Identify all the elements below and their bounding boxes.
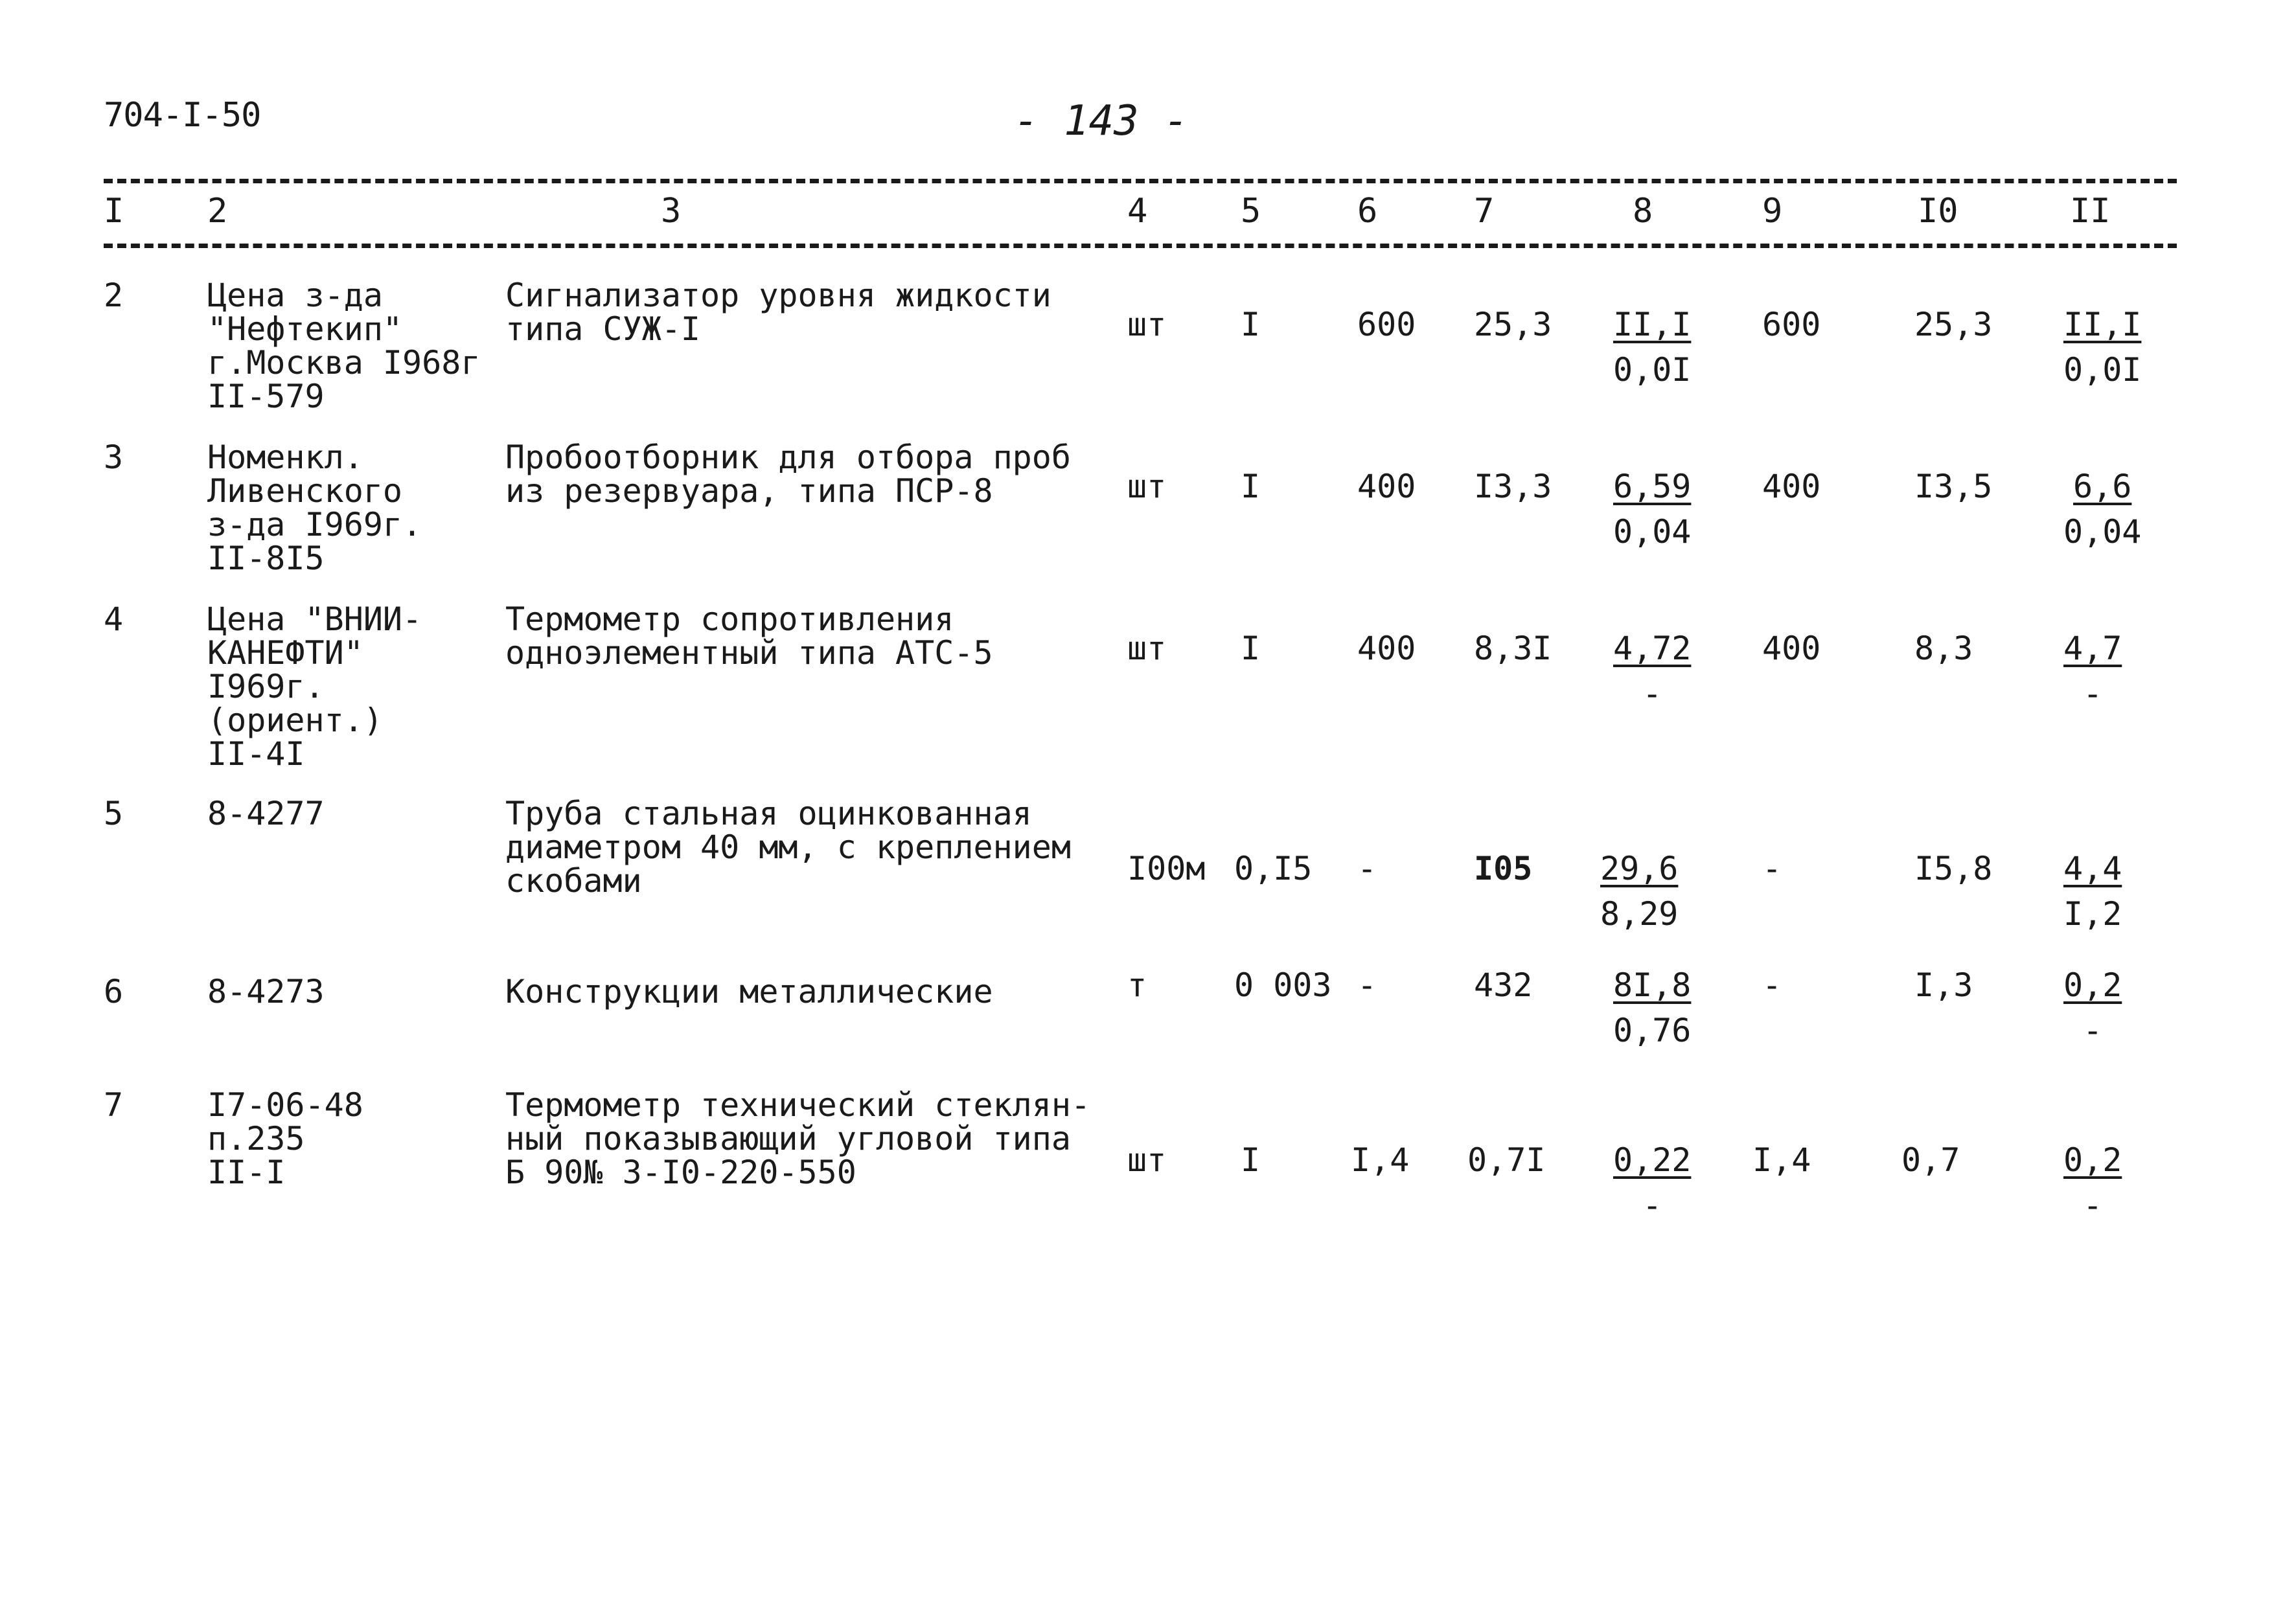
- col8-bottom: 0,0I: [1613, 351, 1692, 389]
- row-number: 2: [104, 277, 124, 314]
- qty-cell: I: [1241, 630, 1261, 667]
- col11-bottom: 0,04: [2063, 513, 2142, 551]
- source-line: 8-4273: [207, 973, 325, 1010]
- col8-cell: [1613, 1143, 1691, 1222]
- source-line: II-8I5: [207, 540, 325, 577]
- col11-top: 0,2: [2063, 1141, 2122, 1179]
- col11-cell: [2063, 1143, 2122, 1222]
- header-bottom-rule: [104, 244, 2177, 248]
- qty-cell: 0,I5: [1234, 850, 1313, 887]
- name-line: ный показывающий угловой типа: [505, 1120, 1071, 1157]
- column-header-7: 7: [1474, 192, 1495, 231]
- col8-bottom: -: [1642, 675, 1662, 712]
- name-line: Труба стальная оцинкованная: [505, 795, 1032, 832]
- source-line: II-579: [207, 378, 325, 415]
- col6-cell: I,4: [1351, 1141, 1410, 1179]
- name-cell: [505, 797, 1071, 898]
- page-number: - 143 -: [1014, 97, 1189, 145]
- col8-bottom: -: [1642, 1187, 1662, 1224]
- col8-bottom: 8,29: [1600, 895, 1679, 933]
- name-line: диаметром 40 мм, с креплением: [505, 828, 1071, 866]
- col8-cell: [1613, 470, 1691, 549]
- col11-cell: [2063, 632, 2122, 711]
- col10-cell: I,3: [1914, 966, 1973, 1004]
- col8-bottom: 0,76: [1613, 1012, 1692, 1049]
- name-line: одноэлементный типа АТС-5: [505, 634, 993, 672]
- col8-top: II,I: [1613, 306, 1692, 343]
- source-line: п.235: [207, 1120, 305, 1157]
- row-number: 6: [104, 973, 124, 1010]
- source-line: г.Москва I968г: [207, 344, 481, 382]
- col7-cell: 0,7I: [1467, 1141, 1546, 1179]
- col8-cell: [1613, 632, 1691, 711]
- col6-cell: -: [1357, 966, 1377, 1004]
- col6-cell: 400: [1357, 630, 1416, 667]
- source-line: з-да I969г.: [207, 506, 422, 543]
- col11-bottom: 0,0I: [2063, 351, 2142, 389]
- qty-cell: I: [1241, 468, 1261, 505]
- name-line: Сигнализатор уровня жидкости: [505, 277, 1051, 314]
- source-line: Номенкл.: [207, 439, 363, 476]
- col11-cell: [2063, 470, 2141, 549]
- unit-cell: шт: [1127, 468, 1167, 505]
- source-line: Цена з-да: [207, 277, 383, 314]
- source-cell: [207, 279, 480, 413]
- unit-cell: шт: [1127, 306, 1167, 343]
- col11-top: 4,4: [2063, 850, 2122, 887]
- source-line: "Нефтекип": [207, 310, 403, 348]
- name-line: Пробоотборник для отбора проб: [505, 439, 1071, 476]
- col7-cell: 8,3I: [1474, 630, 1552, 667]
- col8-top: 6,59: [1613, 468, 1692, 505]
- row-number: 7: [104, 1086, 124, 1124]
- unit-cell: т: [1127, 966, 1147, 1004]
- name-line: типа СУЖ-I: [505, 310, 701, 348]
- name-cell: [505, 440, 1071, 508]
- row-number: 5: [104, 795, 124, 832]
- col11-bottom: -: [2083, 1012, 2103, 1049]
- col10-cell: 8,3: [1914, 630, 1973, 667]
- col9-cell: 400: [1762, 630, 1821, 667]
- column-header-5: 5: [1241, 192, 1261, 231]
- unit-cell: шт: [1127, 1141, 1167, 1179]
- column-header-9: 9: [1762, 192, 1783, 231]
- row-number: 4: [104, 600, 124, 638]
- source-line: II-4I: [207, 735, 305, 773]
- col8-cell: [1613, 968, 1691, 1047]
- name-line: из резервуара, типа ПСР-8: [505, 472, 993, 510]
- col11-cell: [2063, 968, 2122, 1047]
- col10-cell: 25,3: [1914, 306, 1993, 343]
- source-cell: [207, 975, 325, 1009]
- name-cell: [505, 279, 1051, 346]
- col8-top: 29,6: [1600, 850, 1679, 887]
- col11-top: 0,2: [2063, 966, 2122, 1004]
- col7-cell: 432: [1474, 966, 1533, 1004]
- column-header-8: 8: [1633, 192, 1653, 231]
- name-line: Термометр технический стеклян-: [505, 1086, 1091, 1124]
- column-header-2: 2: [207, 192, 228, 231]
- col9-cell: I,4: [1752, 1141, 1811, 1179]
- name-line: Б 90№ 3-I0-220-550: [505, 1154, 856, 1191]
- name-line: скобами: [505, 862, 642, 900]
- column-header-10: I0: [1918, 192, 1958, 231]
- source-line: I969г.: [207, 668, 325, 705]
- col8-top: 4,72: [1613, 630, 1692, 667]
- name-cell: [505, 975, 993, 1009]
- col7-cell: I05: [1474, 850, 1533, 887]
- col6-cell: 400: [1357, 468, 1416, 505]
- col11-top: 6,6: [2073, 468, 2132, 505]
- source-cell: [207, 797, 325, 830]
- column-header-3: 3: [661, 192, 682, 231]
- header-top-rule: [104, 179, 2177, 183]
- name-cell: [505, 1088, 1090, 1189]
- qty-cell: 0 003: [1234, 966, 1332, 1004]
- col7-cell: 25,3: [1474, 306, 1552, 343]
- column-header-1: I: [104, 192, 124, 231]
- source-line: I7-06-48: [207, 1086, 363, 1124]
- col7-cell: I3,3: [1474, 468, 1552, 505]
- document-code: 704-I-50: [104, 96, 261, 135]
- source-line: Ливенского: [207, 472, 403, 510]
- col11-bottom: -: [2083, 1187, 2103, 1224]
- col11-top: 4,7: [2063, 630, 2122, 667]
- col8-top: 0,22: [1613, 1141, 1692, 1179]
- col9-cell: -: [1762, 966, 1782, 1004]
- col9-cell: 600: [1762, 306, 1821, 343]
- col10-cell: I3,5: [1914, 468, 1993, 505]
- unit-cell: шт: [1127, 630, 1167, 667]
- unit-cell: I00м: [1127, 850, 1206, 887]
- col6-cell: 600: [1357, 306, 1416, 343]
- row-number: 3: [104, 439, 124, 476]
- source-cell: [207, 602, 422, 771]
- col8-cell: [1600, 852, 1678, 931]
- col10-cell: I5,8: [1914, 850, 1993, 887]
- name-cell: [505, 602, 993, 670]
- source-line: (ориент.): [207, 701, 383, 739]
- name-line: Конструкции металлические: [505, 973, 993, 1010]
- source-cell: [207, 1088, 363, 1189]
- col8-bottom: 0,04: [1613, 513, 1692, 551]
- col8-top: 8I,8: [1613, 966, 1692, 1004]
- col11-cell: [2063, 308, 2141, 387]
- col10-cell: 0,7: [1901, 1141, 1960, 1179]
- col11-cell: [2063, 852, 2122, 931]
- col9-cell: -: [1762, 850, 1782, 887]
- col8-cell: [1613, 308, 1691, 387]
- column-header-11: II: [2070, 192, 2111, 231]
- col11-bottom: I,2: [2063, 895, 2122, 933]
- column-header-4: 4: [1127, 192, 1148, 231]
- qty-cell: I: [1241, 306, 1261, 343]
- col11-top: II,I: [2063, 306, 2142, 343]
- name-line: Термометр сопротивления: [505, 600, 954, 638]
- column-header-6: 6: [1357, 192, 1378, 231]
- col6-cell: -: [1357, 850, 1377, 887]
- source-cell: [207, 440, 422, 575]
- source-line: КАНЕФТИ": [207, 634, 363, 672]
- source-line: Цена "ВНИИ-: [207, 600, 422, 638]
- qty-cell: I: [1241, 1141, 1261, 1179]
- source-line: II-I: [207, 1154, 286, 1191]
- source-line: 8-4277: [207, 795, 325, 832]
- col9-cell: 400: [1762, 468, 1821, 505]
- col11-bottom: -: [2083, 675, 2103, 712]
